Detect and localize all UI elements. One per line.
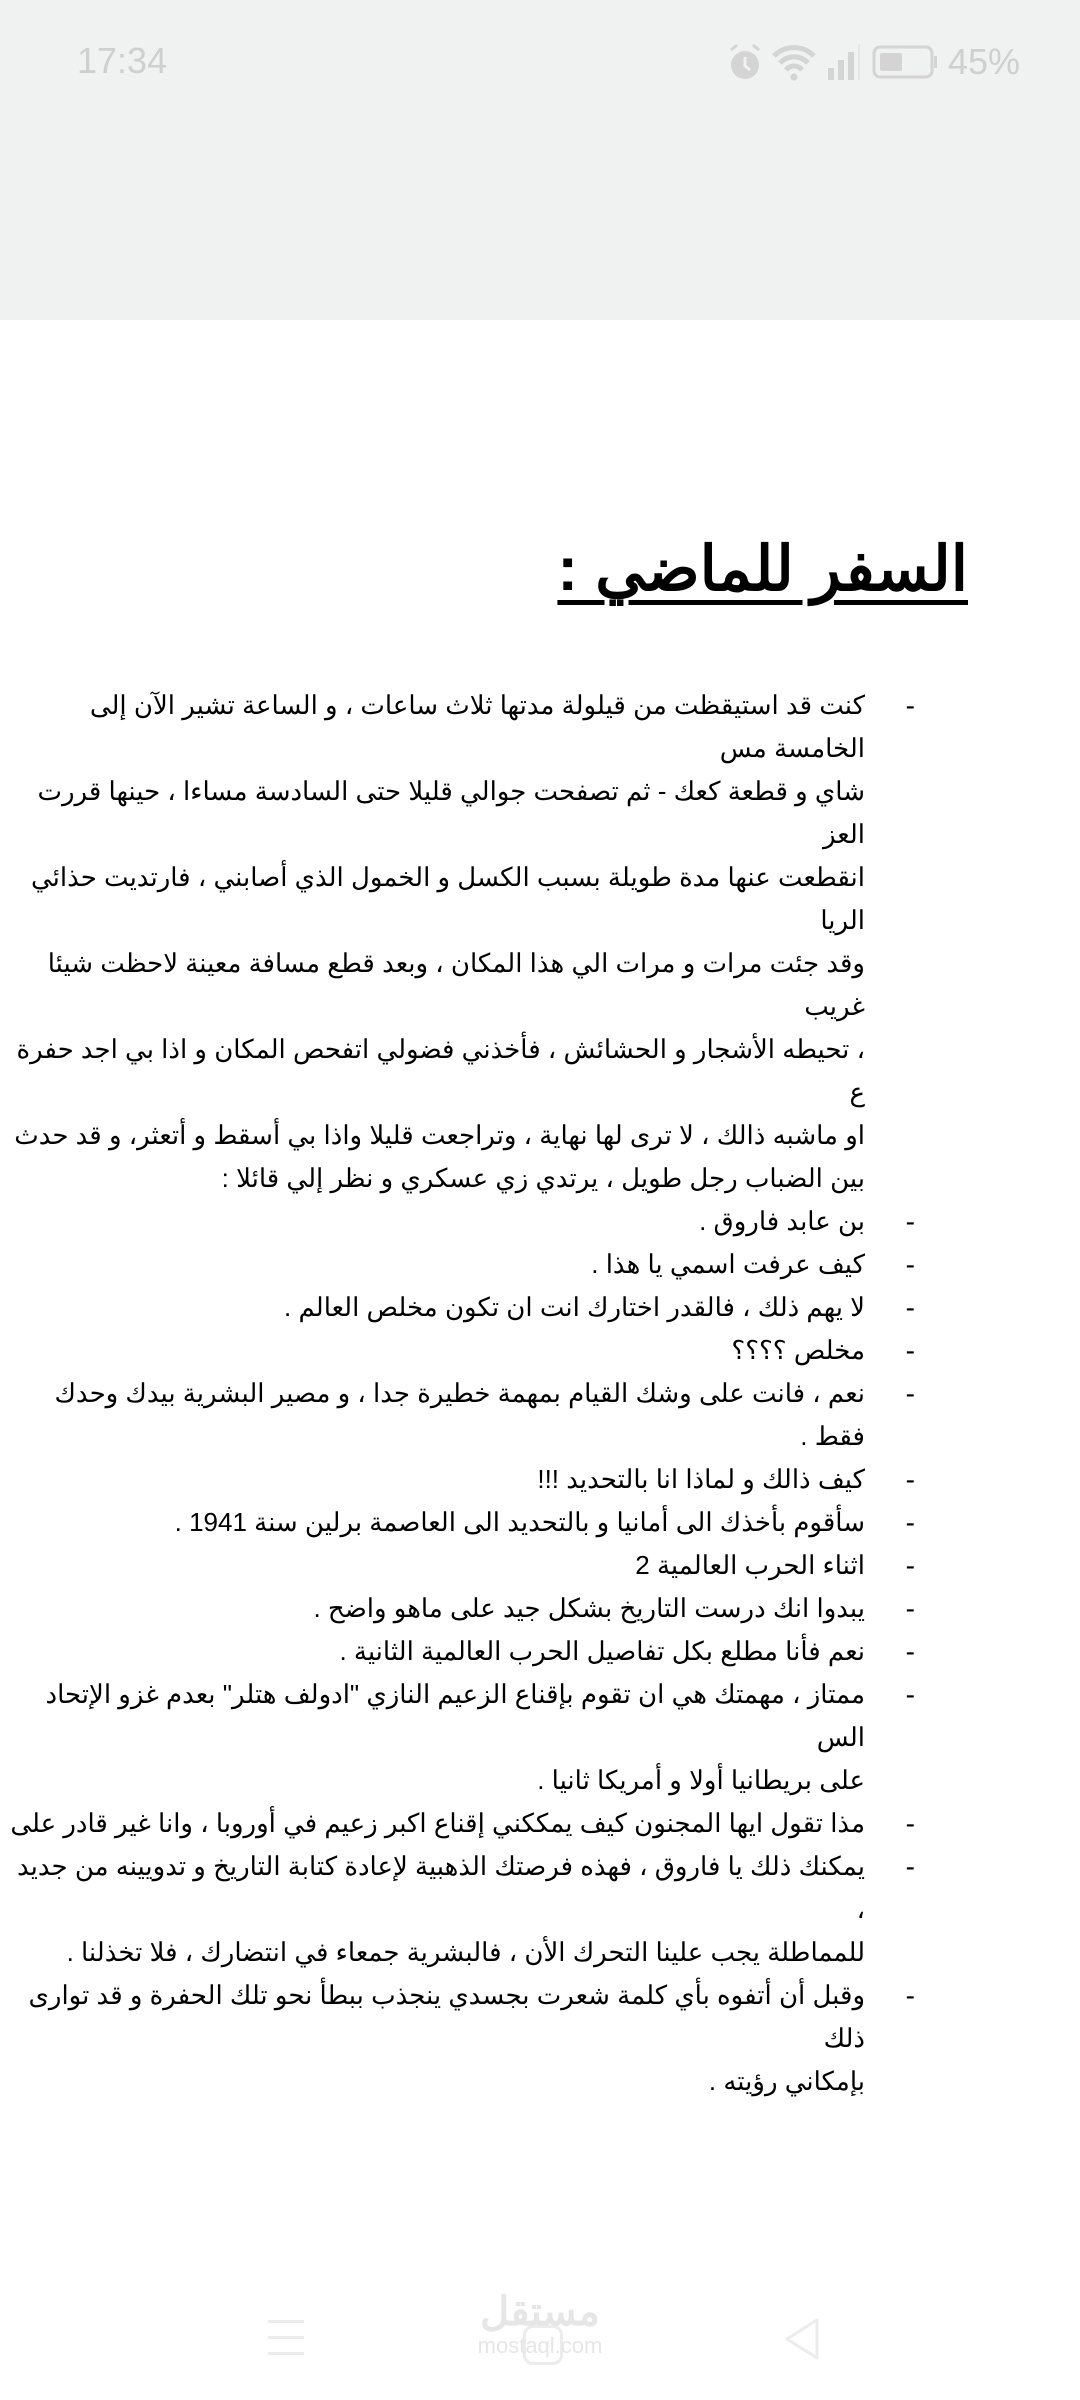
dialogue-item (5, 1372, 915, 1458)
bullet-dash: - (905, 1249, 915, 1280)
bullet-dash: - (905, 1593, 915, 1624)
status-icons (728, 40, 1020, 84)
battery-percent: 45% (947, 41, 1020, 82)
bullet-dash: - (905, 1378, 915, 1409)
wifi-icon (772, 42, 816, 82)
mostaql-watermark (470, 2290, 610, 2358)
dialogue-item (5, 1544, 915, 1587)
paragraph-line: بإمكاني رؤيته . (708, 2066, 865, 2096)
paragraph-line: يبدوا انك درست التاريخ بشكل جيد على ماهو واضح . (313, 1593, 865, 1623)
bullet-dash: - (905, 1507, 915, 1538)
dialogue-item (5, 1845, 915, 1974)
paragraph-line: ، تحيطه الأشجار و الحشائش ، فأخذني فضولي اتفحص المكان و اذا بي اجد حفرة ع (16, 1034, 865, 1107)
paragraph-line: كيف عرفت اسمي يا هذا . (591, 1249, 865, 1279)
dialogue-item (5, 1501, 915, 1544)
paragraph-line: سأقوم بأخذك الى أمانيا و بالتحديد الى العاصمة برلين سنة 1941 . (174, 1507, 865, 1537)
back-icon[interactable] (783, 2316, 823, 2362)
watermark-arabic: مستقل (480, 2290, 600, 2334)
dialogue-item (5, 684, 915, 1200)
bullet-dash: - (905, 1808, 915, 1839)
paragraph-line: نعم فأنا مطلع بكل تفاصيل الحرب العالمية الثانية . (339, 1636, 865, 1666)
watermark-latin: mostaql.com (477, 2333, 603, 2358)
paragraph-line: نعم ، فانت على وشك القيام بمهمة خطيرة جدا ، و مصير البشرية بيدك وحدك فقط . (54, 1378, 865, 1451)
dialogue-item (5, 1630, 915, 1673)
paragraph-line: بن عابد فاروق . (699, 1206, 865, 1236)
paragraph-line: على بريطانيا أولا و أمريكا ثانيا . (537, 1765, 865, 1795)
signal-icon (826, 42, 862, 82)
bullet-dash: - (905, 1206, 915, 1237)
paragraph-line: كيف ذالك و لماذا انا بالتحديد !!! (537, 1464, 865, 1494)
dialogue-item (5, 1974, 915, 2103)
paragraph-line: ممتاز ، مهمتك هي ان تقوم بإقناع الزعيم النازي "ادولف هتلر" بعدم غزو الإتحاد الس (45, 1679, 865, 1752)
paragraph-line: انقطعت عنها مدة طويلة بسبب الكسل و الخمول الذي أصابني ، فارتديت حذائي الريا (30, 862, 865, 935)
recent-apps-button[interactable] (268, 2320, 304, 2356)
dialogue-item (5, 1802, 915, 1845)
dialogue-item (5, 1673, 915, 1802)
paragraph-line: وقبل أن أتفوه بأي كلمة شعرت بجسدي ينجذب ببطأ نحو تلك الحفرة و قد توارى ذلك (28, 1980, 865, 2053)
bullet-dash: - (905, 1464, 915, 1495)
battery-icon (872, 42, 938, 82)
paragraph-line: مخلص ؟؟؟؟ (731, 1335, 865, 1365)
paragraph-line: يمكنك ذلك يا فاروق ، فهذه فرصتك الذهبية لإعادة كتابة التاريخ و تدويينه من جديد ، (17, 1851, 865, 1924)
bullet-dash: - (905, 1335, 915, 1366)
status-bar (0, 0, 1080, 320)
bullet-dash: - (905, 690, 915, 721)
dialogue-item (5, 1200, 915, 1243)
dialogue-item (5, 1587, 915, 1630)
bullet-dash: - (905, 1851, 915, 1882)
dialogue-item (5, 1329, 915, 1372)
paragraph-line: مذا تقول ايها المجنون كيف يمككني إقناع اكبر زعيم في أوروبا ، وانا غير قادر على (10, 1808, 865, 1838)
paragraph-line: كنت قد استيقظت من قيلولة مدتها ثلاث ساعات ، و الساعة تشير الآن إلى الخامسة مس (89, 690, 865, 763)
alarm-icon (728, 42, 762, 82)
bullet-dash: - (905, 1679, 915, 1710)
bullet-dash: - (905, 1636, 915, 1667)
paragraph-line: اثناء الحرب العالمية 2 (635, 1550, 865, 1580)
bullet-dash: - (905, 1292, 915, 1323)
dialogue-item (5, 1286, 915, 1329)
bullet-dash: - (905, 1550, 915, 1581)
paragraph-line: او ماشبه ذالك ، لا ترى لها نهاية ، وتراجعت قليلا واذا بي أسقط و أتعثر، و قد حدث (14, 1120, 865, 1150)
dialogue-item (5, 1458, 915, 1501)
paragraph-line: للمماطلة يجب علينا التحرك الأن ، فالبشرية جمعاء في انتضارك ، فلا تخذلنا . (66, 1937, 865, 1967)
paragraph-line: بين الضباب رجل طويل ، يرتدي زي عسكري و نظر إلي قائلا : (221, 1163, 865, 1193)
status-time: 17:34 (77, 40, 168, 81)
paragraph-line: وقد جئت مرات و مرات الي هذا المكان ، وبعد قطع مسافة معينة لاحظت شيئا غريب (47, 948, 865, 1021)
document-body (5, 684, 915, 2103)
bullet-dash: - (905, 1980, 915, 2011)
dialogue-item (5, 1243, 915, 1286)
paragraph-line: شاي و قطعة كعك - ثم تصفحت جوالي قليلا حتى السادسة مساءا ، حينها قررت العز (37, 776, 865, 849)
paragraph-line: لا يهم ذلك ، فالقدر اختارك انت ان تكون مخلص العالم . (284, 1292, 865, 1322)
document-title: السفر للماضي : (557, 535, 968, 604)
